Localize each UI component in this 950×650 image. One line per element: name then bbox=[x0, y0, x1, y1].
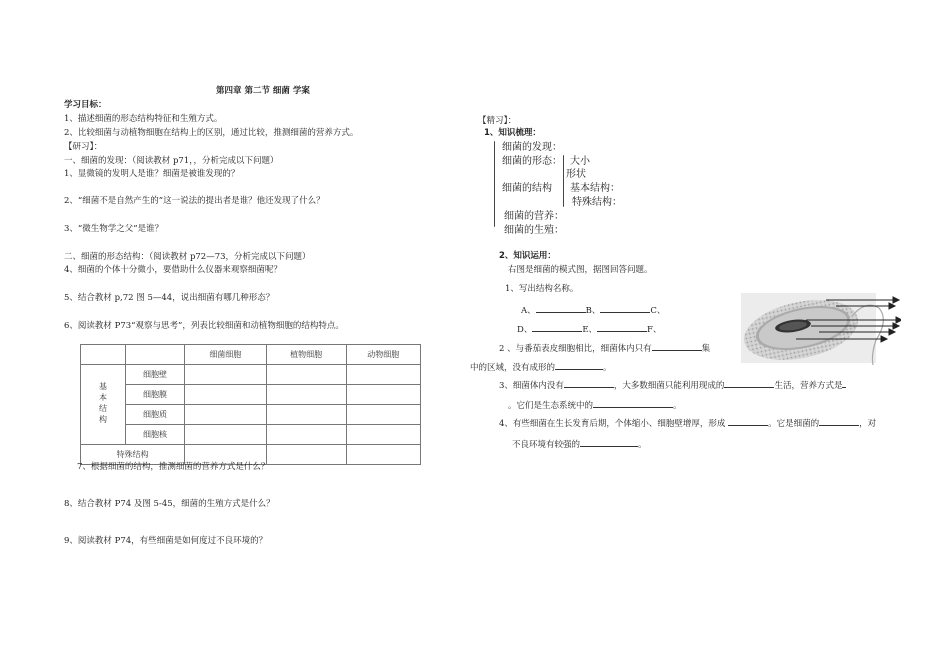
q4-text: 4、有些细菌在生长发育后期，个体缩小、细胞壁增厚，形成 bbox=[499, 419, 726, 429]
bacteria-cell-icon bbox=[741, 290, 901, 365]
question-8: 8、结合教材 P74 及图 5-45，细菌的生殖方式是什么？ bbox=[64, 499, 275, 509]
q4-text: 。 bbox=[638, 440, 647, 450]
q3-text: 。它们是生态系统中的 bbox=[508, 401, 594, 411]
header-cell bbox=[126, 345, 185, 365]
tree-structure: 细菌的结构 bbox=[502, 183, 552, 194]
blank-a[interactable] bbox=[536, 303, 586, 313]
objective-2: 2、比较细菌与动植物细胞在结构上的区别，通过比较，推测细菌的营养方式。 bbox=[64, 128, 359, 138]
label-d: D、 bbox=[517, 325, 533, 335]
apply-intro: 右图是细菌的模式图，据图回答问题。 bbox=[508, 265, 653, 275]
header-bacteria: 细菌细胞 bbox=[184, 345, 266, 365]
answer-cell[interactable] bbox=[266, 405, 346, 425]
tree-special-structure: 特殊结构： bbox=[572, 197, 622, 208]
answer-cell[interactable] bbox=[266, 365, 346, 385]
answer-cell[interactable] bbox=[184, 425, 266, 445]
header-cell bbox=[81, 345, 126, 365]
section-discovery: 一、细菌的发现：（阅读教材 p71，，分析完成以下问题） bbox=[64, 156, 279, 166]
label-c: C、 bbox=[650, 306, 666, 316]
blank-spore[interactable] bbox=[728, 416, 768, 426]
apply-q2-line1 bbox=[499, 341, 710, 355]
tree-discovery: 细菌的发现： bbox=[502, 142, 562, 153]
question-5: 5、结合教材 p,72 图 5—44，说出细菌有哪几种形态？ bbox=[64, 293, 275, 303]
label-b: B、 bbox=[585, 306, 601, 316]
question-3: 3、“微生物学之父”是谁？ bbox=[64, 224, 164, 234]
row-label: 细胞壁 bbox=[126, 365, 185, 385]
blank-e[interactable] bbox=[597, 322, 647, 332]
apply-q4-line2 bbox=[512, 437, 647, 451]
table-row bbox=[81, 425, 421, 445]
answer-cell[interactable] bbox=[266, 385, 346, 405]
labels-row-2 bbox=[517, 322, 661, 336]
apply-q3-line2 bbox=[508, 398, 682, 412]
comparison-table bbox=[80, 344, 421, 465]
answer-cell[interactable] bbox=[266, 445, 346, 465]
apply-q1: 1、写出结构名称。 bbox=[505, 284, 579, 294]
q2-text: 2 、与番茄表皮细胞相比，细菌体内只有 bbox=[499, 344, 652, 354]
q3-text: ，大多数细菌只能利用现成的 bbox=[613, 381, 725, 391]
answer-cell[interactable] bbox=[184, 365, 266, 385]
answer-cell[interactable] bbox=[184, 405, 266, 425]
apply-heading: 2、知识运用： bbox=[499, 251, 556, 261]
header-plant: 植物细胞 bbox=[266, 345, 346, 365]
tree-shape: 形状 bbox=[566, 169, 586, 180]
apply-q4-line1 bbox=[499, 416, 876, 430]
table-row bbox=[81, 365, 421, 385]
inner-brace bbox=[563, 155, 564, 207]
blank-chloroplast[interactable] bbox=[564, 378, 614, 388]
study-heading: 【研习】： bbox=[64, 142, 103, 152]
answer-cell[interactable] bbox=[266, 425, 346, 445]
answer-cell[interactable] bbox=[346, 425, 420, 445]
objectives-heading: 学习目标： bbox=[64, 100, 107, 110]
apply-q3-line1 bbox=[499, 378, 846, 392]
labels-row-1 bbox=[521, 303, 665, 317]
blank-organic[interactable] bbox=[724, 378, 774, 388]
table-row bbox=[81, 405, 421, 425]
tree-reproduction: 细菌的生殖： bbox=[504, 225, 564, 236]
tree-nutrition: 细菌的营养： bbox=[504, 211, 564, 222]
question-1: 1、显微镜的发明人是谁？细菌是被谁发现的？ bbox=[64, 169, 240, 179]
question-7: 7、根据细菌的结构，推测细菌的营养方式是什么？ bbox=[77, 462, 270, 472]
table-header-row bbox=[81, 345, 421, 365]
answer-cell[interactable] bbox=[184, 385, 266, 405]
blank-nucleus[interactable] bbox=[555, 360, 603, 370]
blank-dormant[interactable] bbox=[819, 416, 859, 426]
blank-decomposer[interactable] bbox=[593, 398, 673, 408]
label-e: E、 bbox=[582, 325, 598, 335]
apply-q2-line2 bbox=[470, 360, 612, 374]
answer-cell[interactable] bbox=[346, 405, 420, 425]
tree-size: 大小 bbox=[570, 156, 590, 167]
q2-text: 集 bbox=[701, 344, 711, 354]
question-9: 9、阅读教材 P74，有些细菌是如何度过不良环境的？ bbox=[64, 536, 268, 546]
outer-brace bbox=[494, 141, 495, 227]
blank-nutrition-mode[interactable] bbox=[842, 378, 846, 388]
practice-heading: 【精习】： bbox=[478, 116, 517, 126]
answer-cell[interactable] bbox=[346, 385, 420, 405]
q3-text: 3、细菌体内没有 bbox=[499, 381, 564, 391]
label-a: A、 bbox=[521, 306, 536, 316]
tree-morphology: 细菌的形态： bbox=[502, 156, 562, 167]
review-heading: 1、知识梳理： bbox=[484, 128, 541, 138]
group-label-cell bbox=[81, 365, 126, 445]
section-morphology: 二、细菌的形态结构：（阅读教材 p72—73，分析完成以下问题） bbox=[64, 252, 311, 262]
q4-text: ，对 bbox=[859, 419, 877, 429]
blank-nucleoid[interactable] bbox=[652, 341, 702, 351]
group-label: 基本结构 bbox=[98, 381, 108, 426]
table-row bbox=[81, 385, 421, 405]
q3-text: 。 bbox=[673, 401, 682, 411]
row-label: 细胞质 bbox=[126, 405, 185, 425]
blank-resistance[interactable] bbox=[580, 437, 638, 447]
row-label-special: 特殊结构 bbox=[81, 445, 185, 465]
page-title: 第四章 第二节 细菌 学案 bbox=[216, 86, 310, 96]
label-f: F、 bbox=[647, 325, 662, 335]
q2-text: 。 bbox=[603, 363, 612, 373]
q2-text: 中的区域，没有成形的 bbox=[470, 363, 556, 373]
blank-b[interactable] bbox=[600, 303, 650, 313]
q4-text: 不良环境有较强的 bbox=[512, 440, 581, 450]
row-label: 细胞核 bbox=[126, 425, 185, 445]
objective-1: 1、描述细菌的形态结构特征和生殖方式。 bbox=[64, 114, 223, 124]
blank-d[interactable] bbox=[532, 322, 582, 332]
row-label: 细胞膜 bbox=[126, 385, 185, 405]
answer-cell[interactable] bbox=[346, 445, 420, 465]
question-6: 6、阅读教材 P73“观察与思考”，列表比较细菌和动植物细胞的结构特点。 bbox=[64, 321, 344, 331]
tree-basic-structure: 基本结构： bbox=[570, 183, 620, 194]
question-2: 2、“细菌不是自然产生的”这一说法的提出者是谁？他还发现了什么？ bbox=[64, 196, 325, 206]
question-4: 4、细菌的个体十分微小，要借助什么仪器来观察细菌呢？ bbox=[64, 265, 282, 275]
q3-text: 生活，营养方式是 bbox=[774, 381, 843, 391]
answer-cell[interactable] bbox=[346, 365, 420, 385]
q4-text: 。它是细菌的 bbox=[768, 419, 820, 429]
header-animal: 动物细胞 bbox=[346, 345, 420, 365]
bacteria-diagram bbox=[741, 290, 901, 365]
